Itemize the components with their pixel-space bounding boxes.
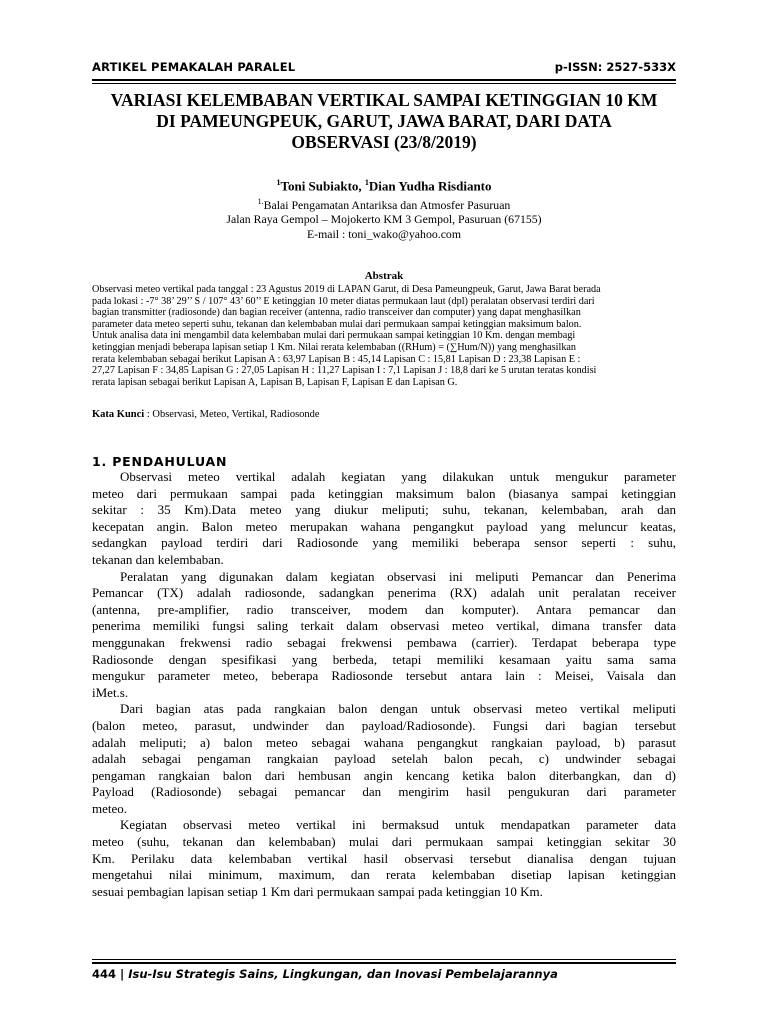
paragraph-line: meteo dari permukaan sampai pada ketinggian maksimum balon (biasanya sampai ketinggian	[92, 485, 676, 501]
paragraph-line: menggunakan frekwensi radio sebagai frekwensi pembawa (carrier). Terdapat beberapa type	[92, 634, 676, 650]
abstract-line: Observasi meteo vertikal pada tanggal : 23 Agustus 2019 di LAPAN Garut, di Desa Pameungpeuk, Garut, Jawa Barat berada	[92, 284, 601, 295]
affiliation-address: Jalan Raya Gempol – Mojokerto KM 3 Gempol, Pasuruan (67155)	[226, 212, 542, 227]
paragraph-line: penerima memiliki fungsi saling terkait dalam observasi meteo vertikal, dimana transfer data	[92, 618, 676, 634]
author-name: Dian Yudha Risdianto	[368, 178, 492, 194]
paragraph-line: tekanan dan kelembaban.	[92, 551, 224, 567]
title-line: OBSERVASI (23/8/2019)	[291, 132, 477, 152]
author-list	[92, 178, 676, 194]
paragraph-line: sedangkan payload terdiri dari Radiosonde yang memiliki beberapa sensor seperti : suhu,	[92, 535, 676, 551]
footer-separator: |	[120, 967, 125, 981]
paragraph-line: sekitar : 35 Km).Data meteo yang diukur meliputi; suhu, tekanan, kelembaban, arah dan	[92, 502, 676, 518]
paragraph	[92, 817, 676, 900]
paragraph-line: Peralatan yang digunakan dalam kegiatan observasi ini meliputi Pemancar dan Penerima	[120, 568, 676, 584]
title-line: DI PAMEUNGPEUK, GARUT, JAWA BARAT, DARI DATA	[156, 111, 612, 131]
abstract-text	[92, 284, 676, 388]
abstract-line: pada lokasi : -7° 38’ 29’’ S / 107° 43’ 60’’ E ketinggian 10 meter diatas permukaan laut (dpl) peralatan observasi terdiri dari	[92, 295, 595, 307]
paragraph-line: (balon meteo, parasut, undwinder dan payload/Radiosonde). Fungsi dari bagian tersebut	[92, 717, 676, 733]
header-section-label: ARTIKEL PEMAKALAH PARALEL	[92, 60, 296, 74]
paragraph-line: meteo (suhu, tekanan dan kelembaban) mulai dari permukaan sampai ketinggian sekitar 30	[92, 834, 676, 850]
running-header	[92, 58, 676, 78]
author-affiliation-mark: 1	[276, 178, 281, 187]
paragraph-line: kecepatan angin. Balon meteo merupakan wahana pengangkut payload yang meluncur keatas,	[92, 518, 676, 534]
abstract-line: Untuk analisa data ini mengambil data kelembaban mulai dari permukaan sampai ketinggian 10 Km. dengan membagi	[92, 330, 576, 342]
paragraph-line: (antenna, pre-amplifier, radio transceiver, modem dan komputer). Antara pemancar dan	[92, 601, 676, 617]
keywords	[92, 409, 676, 420]
paragraph-line: iMet.s.	[92, 684, 129, 700]
keywords-label: Kata Kunci	[92, 409, 145, 420]
paragraph-line: pengaman rangkaian balon dari hembusan angin kencang ketika balon diterbangkan, dan d)	[92, 767, 676, 783]
author-affiliation-mark: 1	[364, 178, 369, 187]
title-line: VARIASI KELEMBABAN VERTIKAL SAMPAI KETINGGIAN 10 KM	[110, 90, 658, 110]
paragraph-line: sesuai pembagian lapisan setiap 1 Km dari permukaan sampai pada ketinggian 10 Km.	[92, 883, 543, 899]
paragraph	[92, 569, 676, 702]
paragraph-line: Km. Perilaku data kelembaban vertikal hasil observasi tersebut dianalisa dengan tujuan	[92, 850, 676, 866]
affiliation-mark: 1.	[257, 197, 264, 206]
header-issn: p-ISSN: 2527-533X	[554, 60, 676, 74]
paragraph-line: adalah sebagai pengaman rangkaian payload setelah balon pecah, c) undwinder sebagai	[92, 751, 676, 767]
author-email: E-mail : toni_wako@yahoo.com	[306, 226, 462, 241]
running-footer	[92, 967, 558, 981]
paragraph	[92, 701, 676, 817]
section-heading: 1. PENDAHULUAN	[92, 454, 228, 469]
abstract-line: rerata lapisan sebagai berikut Lapisan A, Lapisan B, Lapisan F, Lapisan E dan Lapisan G.	[92, 376, 458, 388]
paragraph-line: Observasi meteo vertikal adalah kegiatan yang dilakukan untuk mengukur parameter	[120, 469, 676, 484]
paragraph-line: Payload (Radiosonde) sebagai pemancar dan mengirim hasil pengukuran dari parameter	[92, 784, 676, 800]
paragraph-line: meteo.	[92, 800, 128, 816]
abstract-line: rerata kelembaban sebagai berikut Lapisan A : 63,97 Lapisan B : 45,14 Lapisan C : 15,81 Lapisan D : 23,38 Lapisan E :	[92, 353, 581, 365]
book-title: Isu-Isu Strategis Sains, Lingkungan, dan Inovasi Pembelajarannya	[128, 967, 558, 981]
paragraph-line: adalah meliputi; a) balon meteo sebagai wahana pengangkut rangkaian payload, b) parasut	[92, 734, 676, 750]
paragraph-line: Radiosonde dengan spesifikasi yang berbeda, tetapi memiliki kesamaan yaitu sama sama	[92, 651, 676, 667]
paragraph-line: mengukur parameter meteo, beberapa Radiosonde tersebut antara lain : Meisei, Vaisala dan	[92, 668, 676, 684]
abstract-line: 27,27 Lapisan F : 34,85 Lapisan G : 27,05 Lapisan H : 11,27 Lapisan I : 7,1 Lapisan J : 18,8 dari ke 5 urutan teratas kondisi	[92, 365, 597, 377]
paragraph-line: Pemancar (TX) adalah radiosonde, sadangkan penerima (RX) adalah unit peralatan receiver	[92, 585, 676, 601]
abstract-line: parameter data meteo seperti suhu, tekanan dan kelembaban mulai dari permukaan sampai ketinggian maksimum balon.	[92, 318, 582, 330]
author-name: Toni Subiakto,	[280, 178, 365, 194]
section-body	[92, 469, 676, 900]
paragraph-line: mengetahui nilai minimum, maximum, dan rerata kelembaban disetiap lapisan ketinggian	[92, 867, 676, 883]
paragraph-line: Dari bagian atas pada rangkaian balon dengan untuk observasi meteo vertikal meliputi	[120, 701, 676, 717]
paper-title	[90, 90, 678, 153]
affiliation-institution: Balai Pengamatan Antariksa dan Atmosfer Pasuruan	[263, 197, 511, 212]
page-number: 444	[92, 967, 117, 981]
footer-rule-thick	[92, 962, 676, 964]
paragraph	[92, 469, 676, 569]
paragraph-line: Kegiatan observasi meteo vertikal ini bermaksud untuk mendapatkan parameter data	[120, 817, 676, 833]
abstract-line: ketinggian menjadi beberapa lapisan setiap 1 Km. Nilai rerata kelembaban ((RHum) = (∑Hum/N)) yang menghasilkan	[92, 341, 577, 353]
header-rule-thick	[92, 79, 676, 81]
keywords-text: : Observasi, Meteo, Vertikal, Radiosonde	[144, 409, 320, 420]
header-rule-thin	[92, 83, 676, 84]
affiliation-block	[92, 195, 676, 241]
footer-rule-thin	[92, 959, 676, 960]
abstract-line: bagian transmitter (radiosonde) dan bagian receiver (antenna, radio transceiver dan computer) yang dapat menghasilkan	[92, 307, 581, 319]
abstract-heading: Abstrak	[364, 270, 404, 282]
